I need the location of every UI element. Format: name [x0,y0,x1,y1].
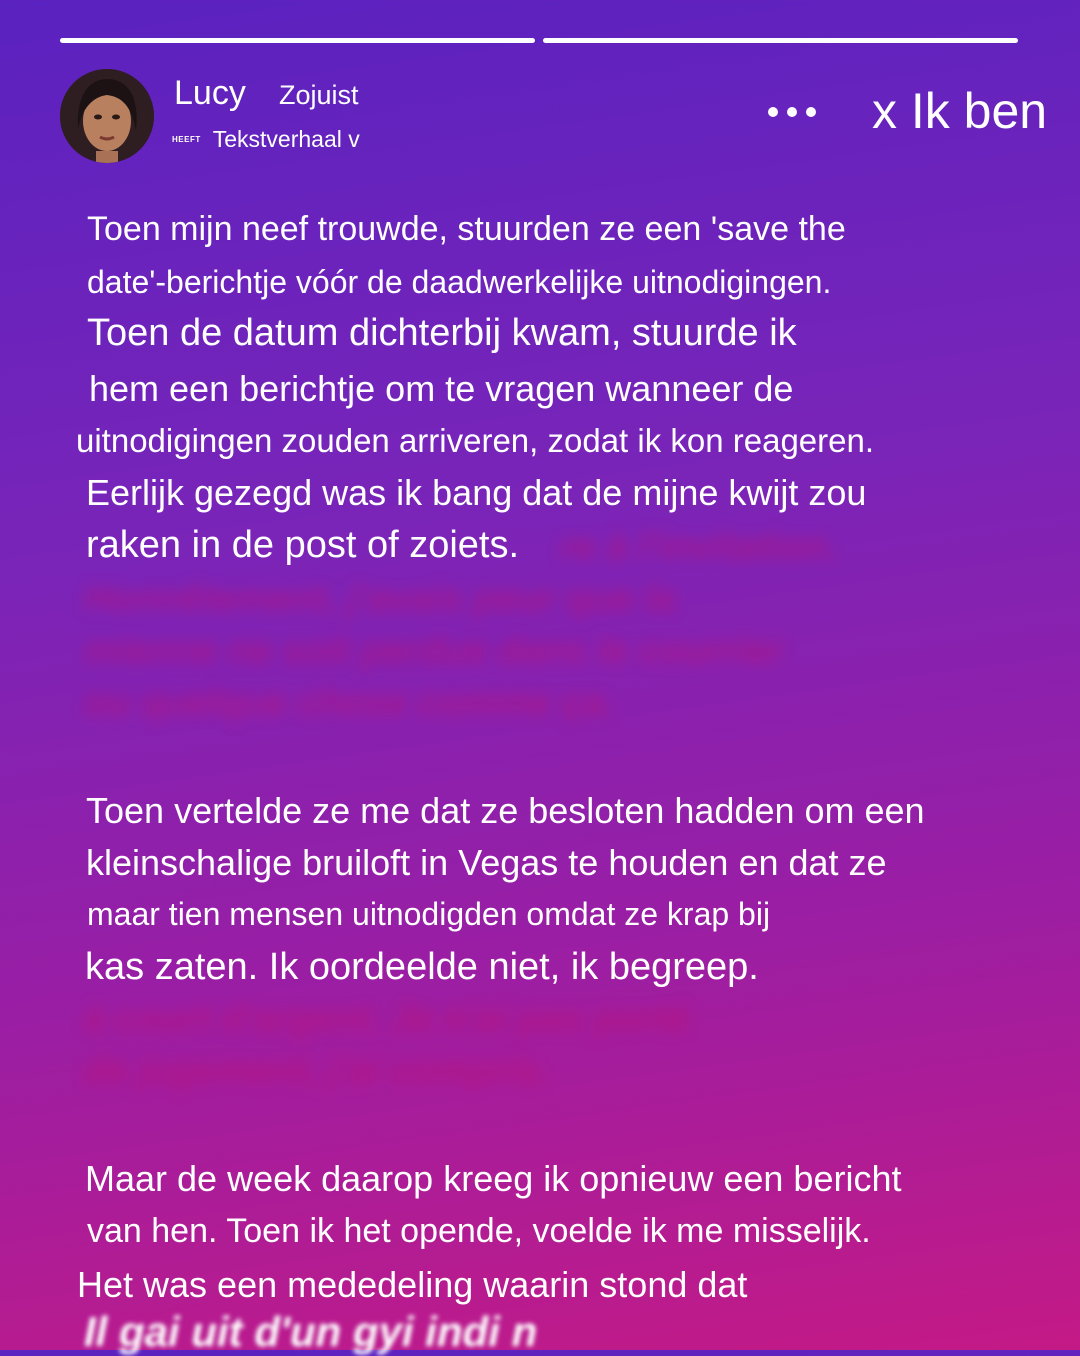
more-options-button[interactable] [768,107,816,117]
story-subtitle [172,126,360,153]
story-progress-segment-1 [60,38,535,43]
blurred-background-text: mienne ne soit perdue dans le courrier [84,630,783,672]
avatar-portrait-icon [60,69,154,163]
blurred-background-text: à court d'argent. Je n'ai pas porté [84,998,690,1040]
user-name[interactable]: Lucy [174,74,246,112]
story-text-line: Eerlijk gezegd was ik bang dat de mijne kwijt zou [86,472,867,513]
story-text-line-cutoff: Il gai uit d'un gyi indi n [84,1308,538,1355]
story-text-line: hem een berichtje om te vragen wanneer de [89,368,794,409]
more-dot-icon [768,107,778,117]
story-text-line: date'-berichtje vóór de daadwerkelijke uitnodigingen. [87,264,832,300]
story-timestamp: Zojuist [279,80,359,110]
story-text-line: raken in de post of zoiets. [86,524,520,566]
story-badge: HEEFT [172,135,201,144]
blurred-background-text: re à l'invitation. [560,526,838,568]
blurred-background-text: Honnêtement, j'avais peur que la [84,578,676,620]
story-progress-segment-2 [543,38,1018,43]
story-text-line: kleinschalige bruiloft in Vegas te houden en dat ze [86,842,887,883]
story-type-label[interactable]: Tekstverhaal v [212,126,360,152]
blurred-background-text: de jugement, j'ai compris. [84,1050,550,1092]
story-text-line: Toen vertelde ze me dat ze besloten hadden om een [86,790,925,831]
story-text-line: kas zaten. Ik oordeelde niet, ik begreep. [85,946,759,988]
story-text-line: Maar de week daarop kreeg ik opnieuw een bericht [85,1158,902,1199]
story-text-line: uitnodigingen zouden arriveren, zodat ik kon reageren. [76,422,875,459]
avatar[interactable] [60,69,154,163]
story-text-line: Toen mijn neef trouwde, stuurden ze een 'save the [87,210,846,248]
close-button[interactable]: x Ik ben [872,83,1048,139]
more-dot-icon [787,107,797,117]
story-text-line: van hen. Toen ik het opende, voelde ik me misselijk. [87,1212,871,1250]
more-dot-icon [806,107,816,117]
blurred-background-text: ou quelque chose comme ça. [84,682,615,724]
story-text-line: Het was een mededeling waarin stond dat [77,1264,748,1305]
story-text-line: maar tien mensen uitnodigden omdat ze krap bij [87,896,771,932]
story-text-line: Toen de datum dichterbij kwam, stuurde ik [87,312,797,354]
